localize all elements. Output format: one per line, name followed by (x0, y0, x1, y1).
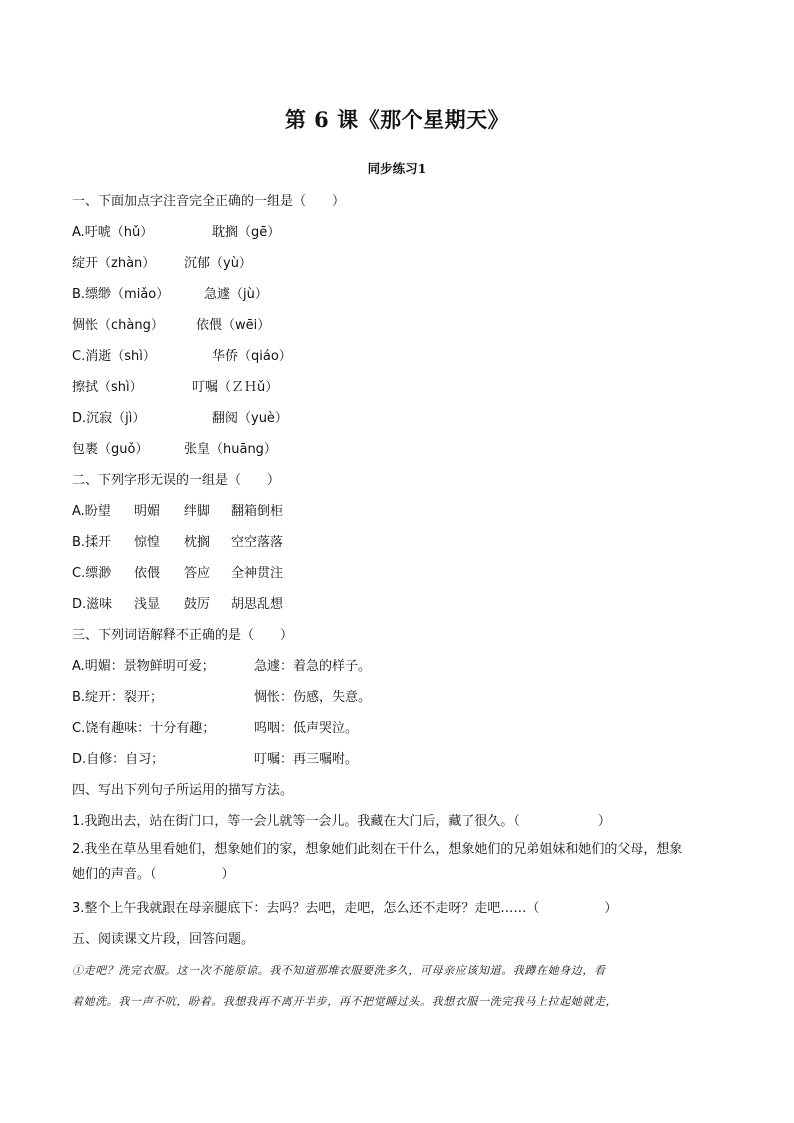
q1-item: C.消逝（shì） (72, 349, 156, 364)
q2-item: 鼓厉 (184, 597, 211, 612)
q1-item: 沉郁（yù） (184, 256, 252, 271)
q2-option-line (72, 589, 732, 620)
q1-option-line (72, 310, 732, 341)
q1-item: B.缥缈（miǎo） (72, 287, 170, 302)
q1-item: 依偎（wēi） (196, 318, 271, 333)
q3-stem: 三、下列词语解释不正确的是（ ） (72, 628, 294, 643)
q2-item: B.揉开 (72, 535, 112, 550)
q2-item: 空空落落 (231, 535, 284, 550)
q4-sentence-2: 2.我坐在草丛里看她们，想象她们的家，想象她们此刻在干什么，想象她们的兄弟姐妹和她们的父母，想象 (72, 842, 683, 857)
q1-item: D.沉寂（jì） (72, 411, 146, 426)
q1-item: 急遽（jù） (204, 287, 268, 302)
q2-option-line (72, 558, 732, 589)
q2-item: 翻箱倒柜 (231, 504, 284, 519)
q3-option-line (72, 713, 732, 744)
q2-item: 浅显 (134, 597, 161, 612)
q3-item: B.绽开：裂开； (72, 690, 164, 705)
q3-option-line (72, 682, 732, 713)
q2-item: D.滋味 (72, 597, 113, 612)
q4-sentence-1: 1.我跑出去，站在街门口，等一会儿就等一会儿。我藏在大门后，藏了很久。（ ） (72, 814, 611, 829)
q2-item: 枕搁 (184, 535, 211, 550)
q3-option-line (72, 651, 732, 682)
q1-item: 翻阅（yuè） (212, 411, 288, 426)
q2-item: 依偎 (134, 566, 161, 581)
page-title: 第 6 课《那个星期天》 (284, 107, 510, 132)
q5-stem: 五、阅读课文片段，回答问题。 (72, 932, 255, 947)
q3-item: 惆怅：伤感，失意。 (254, 690, 372, 705)
q2-item: 胡思乱想 (231, 597, 284, 612)
q1-option-line (72, 248, 732, 279)
q3-item: 叮嘱：再三嘱咐。 (254, 752, 359, 767)
q4-stem: 四、写出下列句子所运用的描写方法。 (72, 783, 294, 798)
q1-item: A.吁唬（hǔ） (72, 225, 154, 240)
page-subtitle: 同步练习1 (367, 161, 427, 176)
exercise-content (72, 186, 732, 1017)
q1-option-line (72, 217, 732, 248)
reading-passage-line: 着她洗。我一声不吭，盼着。我想我再不离开半步，再不把觉睡过头。我想衣服一洗完我马上拉起她就走， (72, 995, 618, 1008)
q3-item: A.明媚：景物鲜明可爱； (72, 659, 215, 674)
q2-item: 答应 (184, 566, 211, 581)
q1-item: 张皇（huāng） (184, 442, 277, 457)
q1-item: 华侨（qiáo） (212, 349, 292, 364)
q2-item: A.盼望 (72, 504, 111, 519)
q1-option-line (72, 279, 732, 310)
q1-option-line (72, 403, 732, 434)
q2-stem: 二、下列字形无误的一组是（ ） (72, 473, 281, 488)
q4-sentence-3: 3.整个上午我就跟在母亲腿底下：去吗？去吧，走吧，怎么还不走呀？走吧……（ ） (72, 901, 618, 916)
q1-option-line (72, 341, 732, 372)
q1-stem: 一、下面加点字注音完全正确的一组是（ ） (72, 194, 346, 209)
q2-option-line (72, 527, 732, 558)
q1-option-line (72, 434, 732, 465)
q3-item: 急遽：着急的样子。 (254, 659, 372, 674)
q1-item: 叮嘱（ＺＨǔ） (192, 380, 279, 395)
q3-item: D.自修：自习； (72, 752, 165, 767)
q1-option-line (72, 372, 732, 403)
q3-item: C.饶有趣味：十分有趣； (72, 721, 216, 736)
q2-item: C.缥渺 (72, 566, 112, 581)
q4-sentence-2-cont: 她们的声音。（ ） (72, 867, 235, 882)
q2-option-line (72, 496, 732, 527)
q2-item: 绊脚 (184, 504, 211, 519)
q2-item: 惊惶 (134, 535, 161, 550)
q3-item: 呜咽：低声哭泣。 (254, 721, 359, 736)
q1-item: 惆怅（chàng） (72, 318, 164, 333)
q1-item: 包裹（guǒ） (72, 442, 149, 457)
q1-item: 擦拭（shì） (72, 380, 143, 395)
q2-item: 明媚 (134, 504, 161, 519)
q1-item: 绽开（zhàn） (72, 256, 156, 271)
reading-passage-line: ①走吧？洗完衣服。这一次不能原谅。我不知道那堆衣服要洗多久，可母亲应该知道。我蹲在她身边，看 (72, 964, 606, 977)
q2-item: 全神贯注 (231, 566, 284, 581)
q3-option-line (72, 744, 732, 775)
q1-item: 耽搁（gē） (212, 225, 281, 240)
